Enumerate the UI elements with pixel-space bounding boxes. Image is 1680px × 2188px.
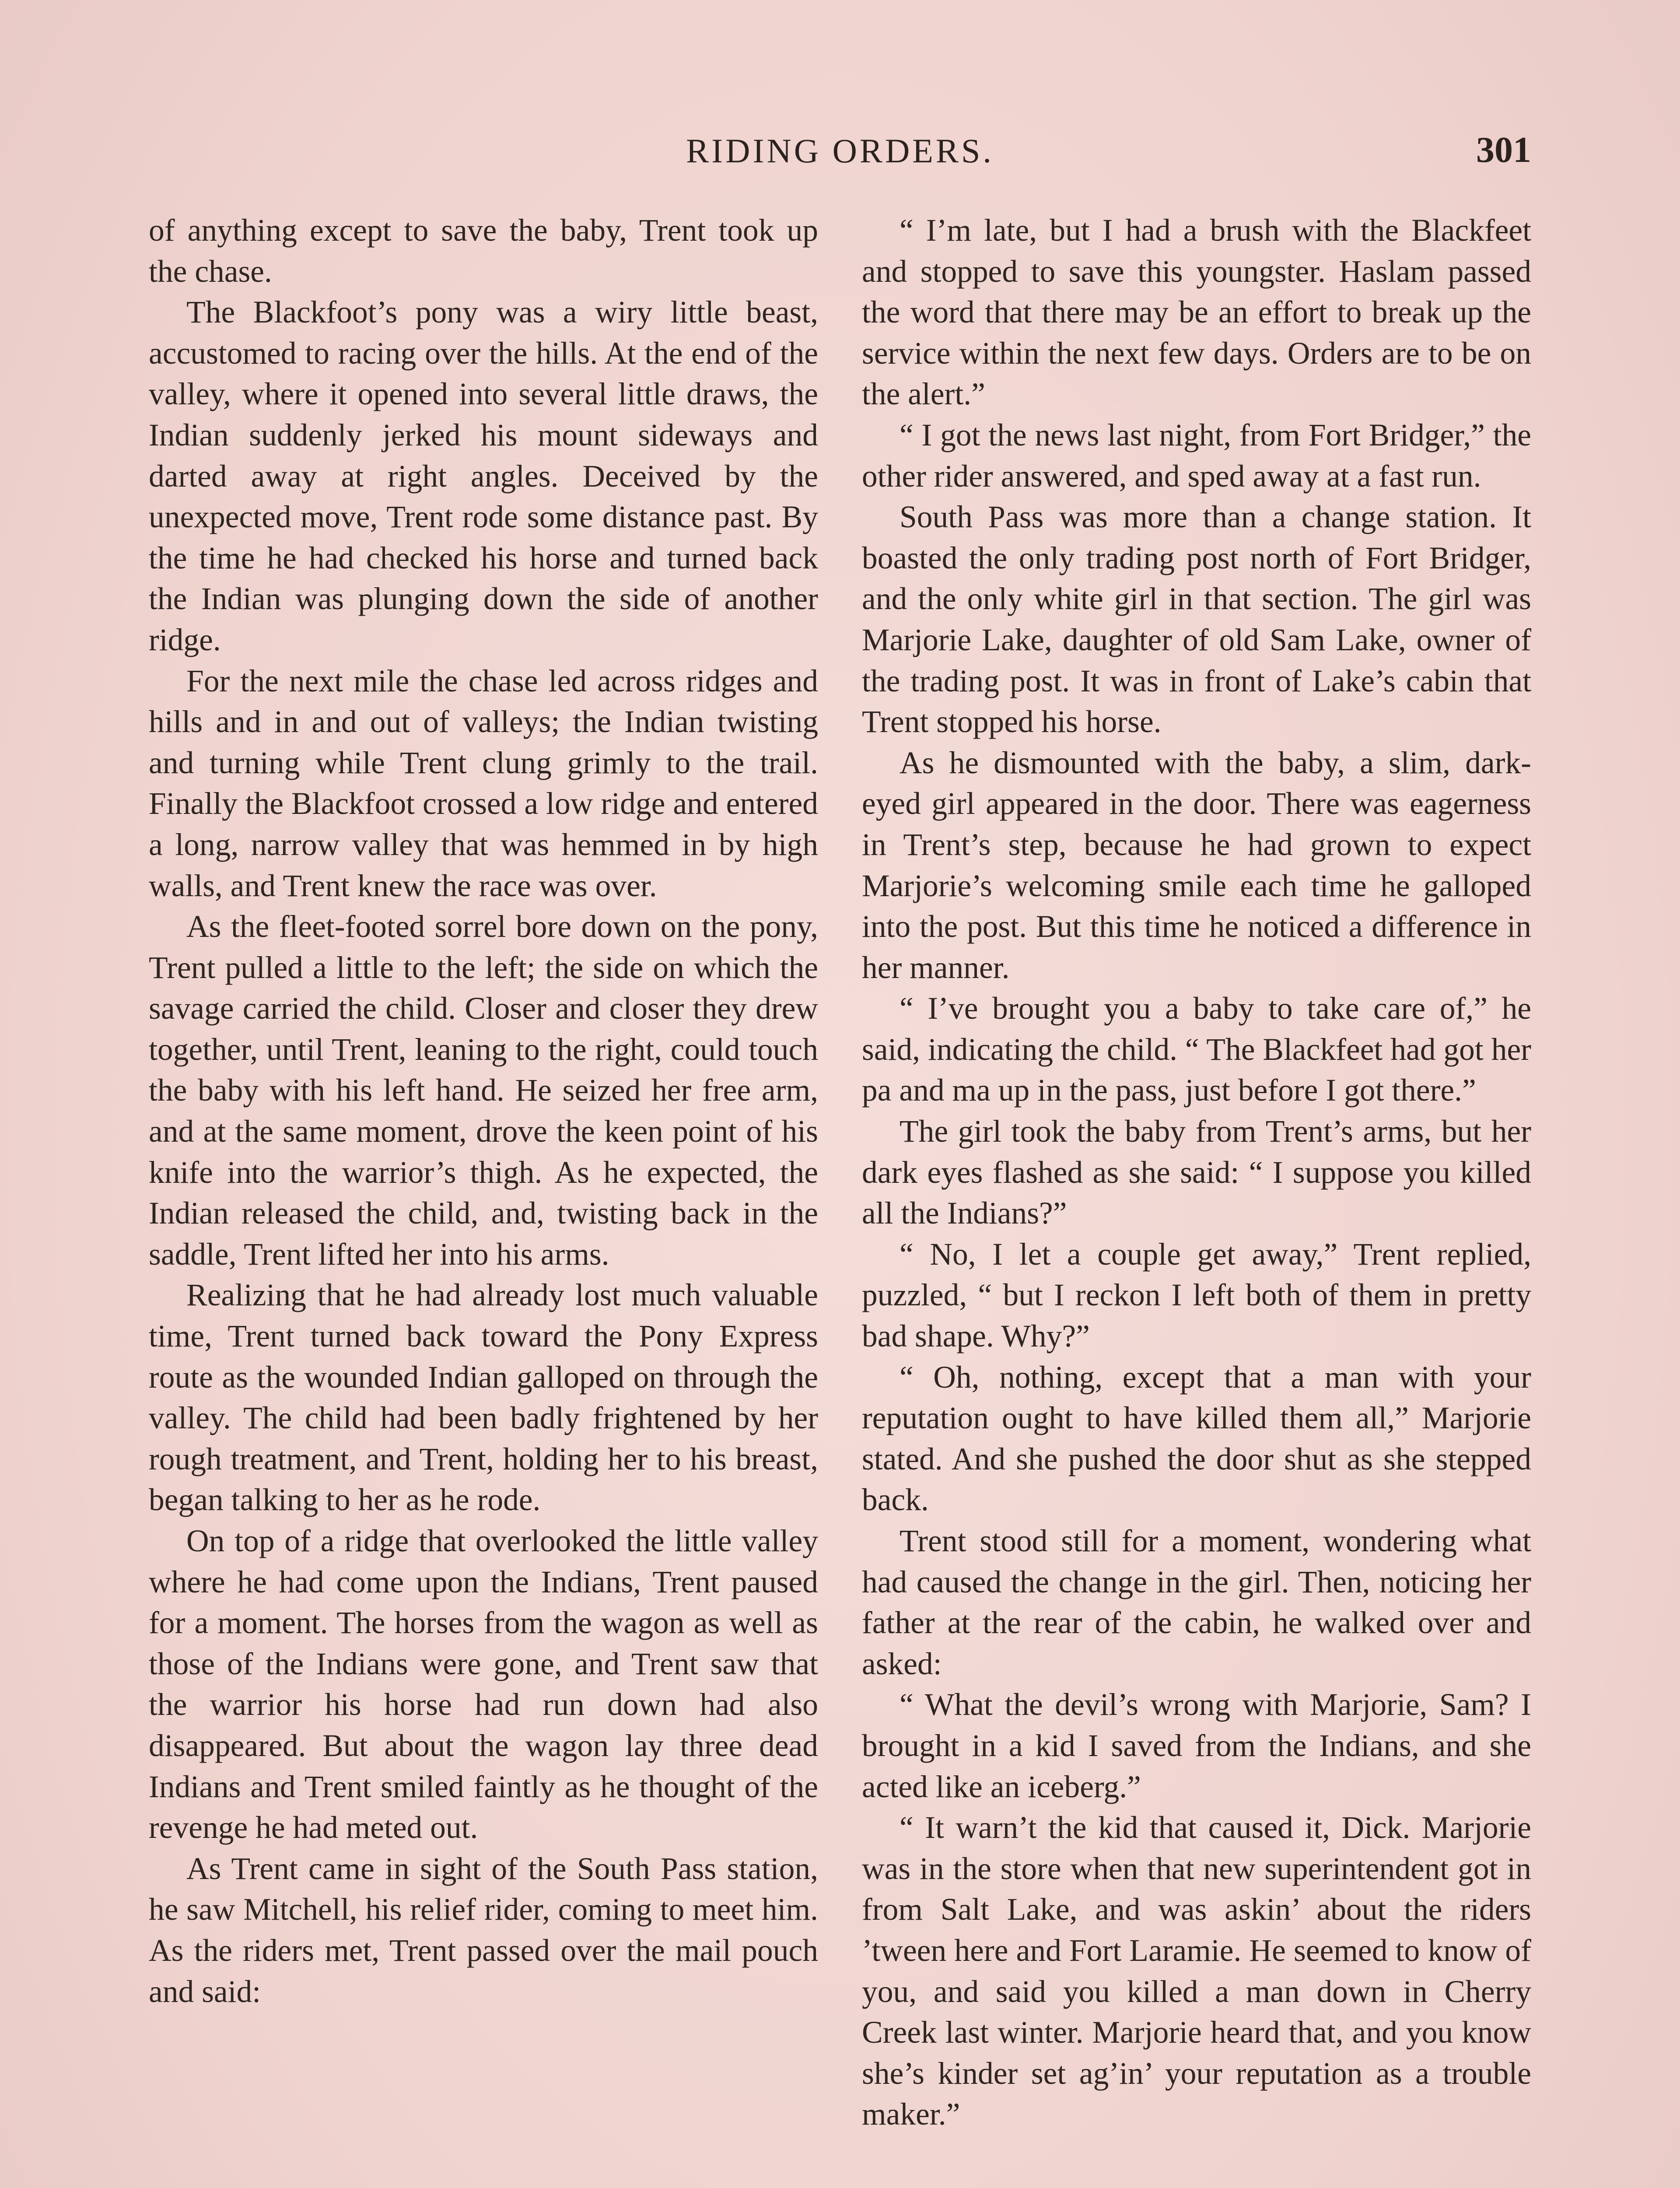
paragraph: On top of a ridge that overlooked the little valley where he had come upon the Indians, Trent paused for a moment. The horses from the wagon as well as those of the Indians were gone, and Trent saw that the warrior his horse had run down had also disappeared. But about the wagon lay three dead Indians and Trent smiled faintly as he thought of the revenge he had meted out. (149, 1524, 818, 1845)
right-column (862, 210, 1531, 2188)
paragraph: The girl took the baby from Trent’s arms, but her dark eyes flashed as she said: “ I suppose you killed all the Indians?” (862, 1114, 1531, 1231)
paragraph: “ No, I let a couple get away,” Trent replied, puzzled, “ but I reckon I left both of them in pretty bad shape. Why?” (862, 1237, 1531, 1354)
paragraph: “ I’ve brought you a baby to take care of,” he said, indicating the child. “ The Blackfeet had got her pa and ma up in the pass, just before I got there.” (862, 991, 1531, 1108)
paragraph: of anything except to save the baby, Trent took up the chase. (149, 213, 818, 289)
running-head: RIDING ORDERS. (686, 132, 994, 170)
paragraph: As the fleet-footed sorrel bore down on the pony, Trent pulled a little to the left; the side on which the savage carried the child. Closer and closer they drew together, until Trent, leaning to the right, could touch the baby with his left hand. He seized her free arm, and at the same moment, drove the keen point of his knife into the warrior’s thigh. As he expected, the Indian released the child, and, twisting back in the saddle, Trent lifted her into his arms. (149, 909, 818, 1272)
paragraph: “ It warn’t the kid that caused it, Dick. Marjorie was in the store when that new superintendent got in from Salt Lake, and was askin’ about the riders ’tween here and Fort Laramie. He seemed to know of you, and said you killed a man down in Cherry Creek last winter. Marjorie heard that, and you know she’s kinder set ag’in’ your reputation as a trouble maker.” (862, 1810, 1531, 2132)
paragraph: Realizing that he had already lost much valuable time, Trent turned back toward the Pony Express route as the wounded Indian galloped on through the valley. The child had been badly frightened by her rough treatment, and Trent, holding her to his breast, began talking to her as he rode. (149, 1278, 818, 1518)
paragraph: “ I’m late, but I had a brush with the Blackfeet and stopped to save this youngster. Haslam passed the word that there may be an effort to break up the service within the next few days. Orders are to be on the alert.” (862, 213, 1531, 412)
paragraph: “ Oh, nothing, except that a man with your reputation ought to have killed them all,” Marjorie stated. And she pushed the door shut as she stepped back. (862, 1360, 1531, 1518)
paragraph: As he dismounted with the baby, a slim, dark-eyed girl appeared in the door. There was eagerness in Trent’s step, because he had grown to expect Marjorie’s welcoming smile each time he galloped into the post. But this time he noticed a difference in her manner. (862, 745, 1531, 985)
paragraph: As Trent came in sight of the South Pass station, he saw Mitchell, his relief rider, coming to meet him. As the riders met, Trent passed over the mail pouch and said: (149, 1851, 818, 2009)
paragraph: South Pass was more than a change station. It boasted the only trading post north of Fort Bridger, and the only white girl in that section. The girl was Marjorie Lake, daughter of old Sam Lake, owner of the trading post. It was in front of Lake’s cabin that Trent stopped his horse. (862, 500, 1531, 740)
paragraph: The Blackfoot’s pony was a wiry little beast, accustomed to racing over the hills. At the end of the valley, where it opened into several little draws, the Indian suddenly jerked his mount sideways and darted away at right angles. Deceived by the unexpected move, Trent rode some distance past. By the time he had checked his horse and turned back the Indian was plunging down the side of another ridge. (149, 295, 818, 657)
paragraph: Trent stood still for a moment, wondering what had caused the change in the girl. Then, noticing her father at the rear of the cabin, he walked over and asked: (862, 1524, 1531, 1681)
paragraph: “ I got the news last night, from Fort Bridger,” the other rider answered, and sped away at a fast run. (862, 417, 1531, 494)
paragraph: “ What the devil’s wrong with Marjorie, Sam? I brought in a kid I saved from the Indians, and she acted like an iceberg.” (862, 1687, 1531, 1804)
page-header (149, 131, 1531, 184)
page-number: 301 (1476, 130, 1531, 170)
left-column (149, 210, 818, 2188)
paragraph: For the next mile the chase led across ridges and hills and in and out of valleys; the Indian twisting and turning while Trent clung grimly to the trail. Finally the Blackfoot crossed a low ridge and entered a long, narrow valley that was hemmed in by high walls, and Trent knew the race was over. (149, 663, 818, 903)
